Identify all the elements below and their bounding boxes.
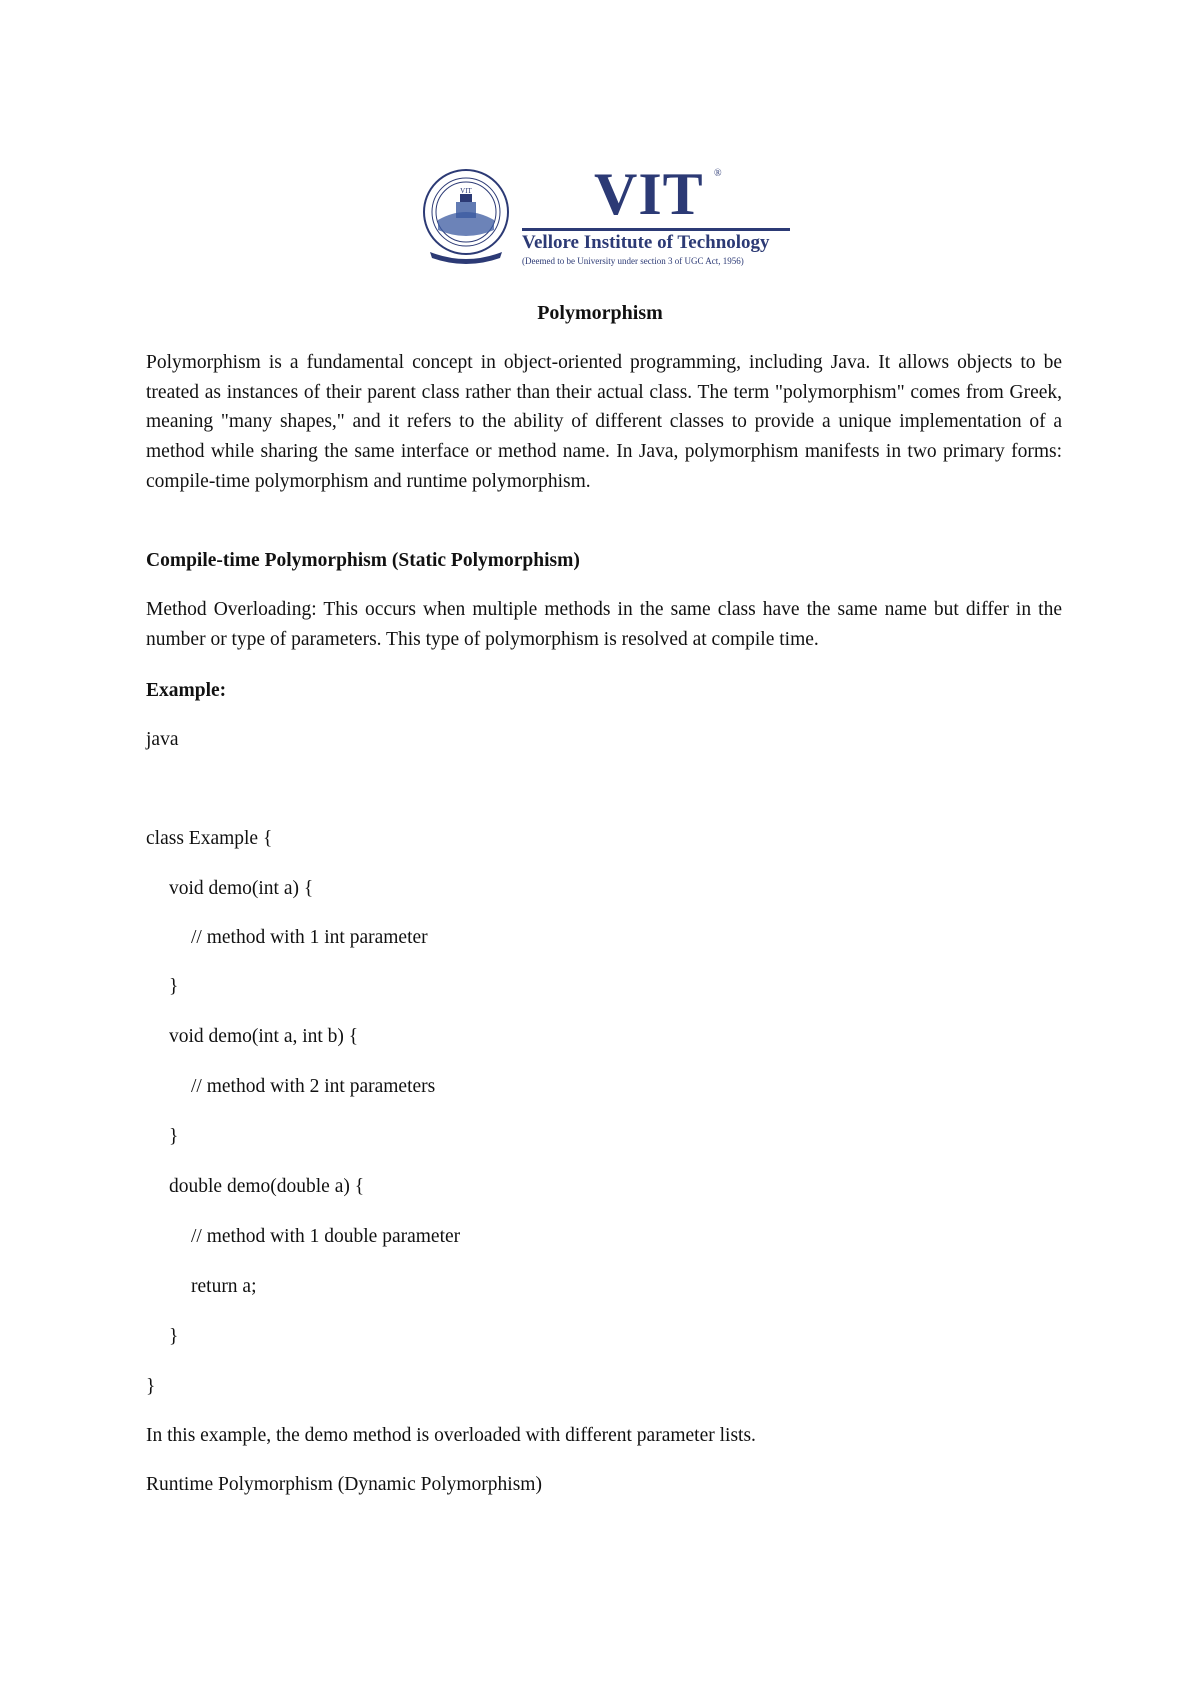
code-line: }	[169, 1126, 179, 1147]
logo-subtitle: (Deemed to be University under section 3 of UGC Act, 1956)	[522, 256, 744, 266]
method-overloading-paragraph: Method Overloading: This occurs when multiple methods in the same class have the same name but differ in the number or type of parameters. This type of polymorphism is resolved at compile time.	[146, 599, 1062, 650]
code-line: // method with 1 int parameter	[191, 927, 428, 948]
runtime-polymorphism-heading: Runtime Polymorphism (Dynamic Polymorphism)	[146, 1474, 542, 1495]
logo-text	[522, 161, 800, 270]
intro-paragraph: Polymorphism is a fundamental concept in object-oriented programming, including Java. It allows objects to be treated as instances of their parent class rather than their actual class. The term "polymorphism" comes from Greek, meaning "many shapes," and it refers to the ability of different classes to provide a unique implementation of a method while sharing the same interface or method name. In Java, polymorphism manifests in two primary forms: compile-time polymorphism and runtime polymorphism.	[146, 352, 1062, 492]
code-language-label: java	[146, 729, 179, 750]
code-line: return a;	[191, 1276, 257, 1297]
compile-time-heading: Compile-time Polymorphism (Static Polymorphism)	[146, 550, 580, 571]
code-line: // method with 2 int parameters	[191, 1076, 436, 1097]
page-title: Polymorphism	[537, 302, 663, 324]
example-note: In this example, the demo method is overloaded with different parameter lists.	[146, 1425, 756, 1446]
svg-text:VIT: VIT	[460, 187, 472, 195]
example-heading: Example:	[146, 680, 227, 701]
registered-mark: ®	[714, 168, 722, 179]
code-line: class Example {	[146, 828, 273, 849]
code-line: double demo(double a) {	[169, 1176, 365, 1197]
university-seal-icon	[420, 168, 512, 264]
logo-institute-name: Vellore Institute of Technology	[522, 232, 770, 253]
logo-wordmark: VIT	[594, 161, 704, 227]
code-line: }	[169, 976, 179, 997]
code-line: void demo(int a) {	[169, 878, 314, 899]
vit-logo	[420, 161, 800, 270]
logo-divider	[522, 228, 790, 231]
code-line: void demo(int a, int b) {	[169, 1026, 359, 1047]
code-line: // method with 1 double parameter	[191, 1226, 461, 1247]
code-line: }	[146, 1376, 156, 1397]
code-line: }	[169, 1326, 179, 1347]
